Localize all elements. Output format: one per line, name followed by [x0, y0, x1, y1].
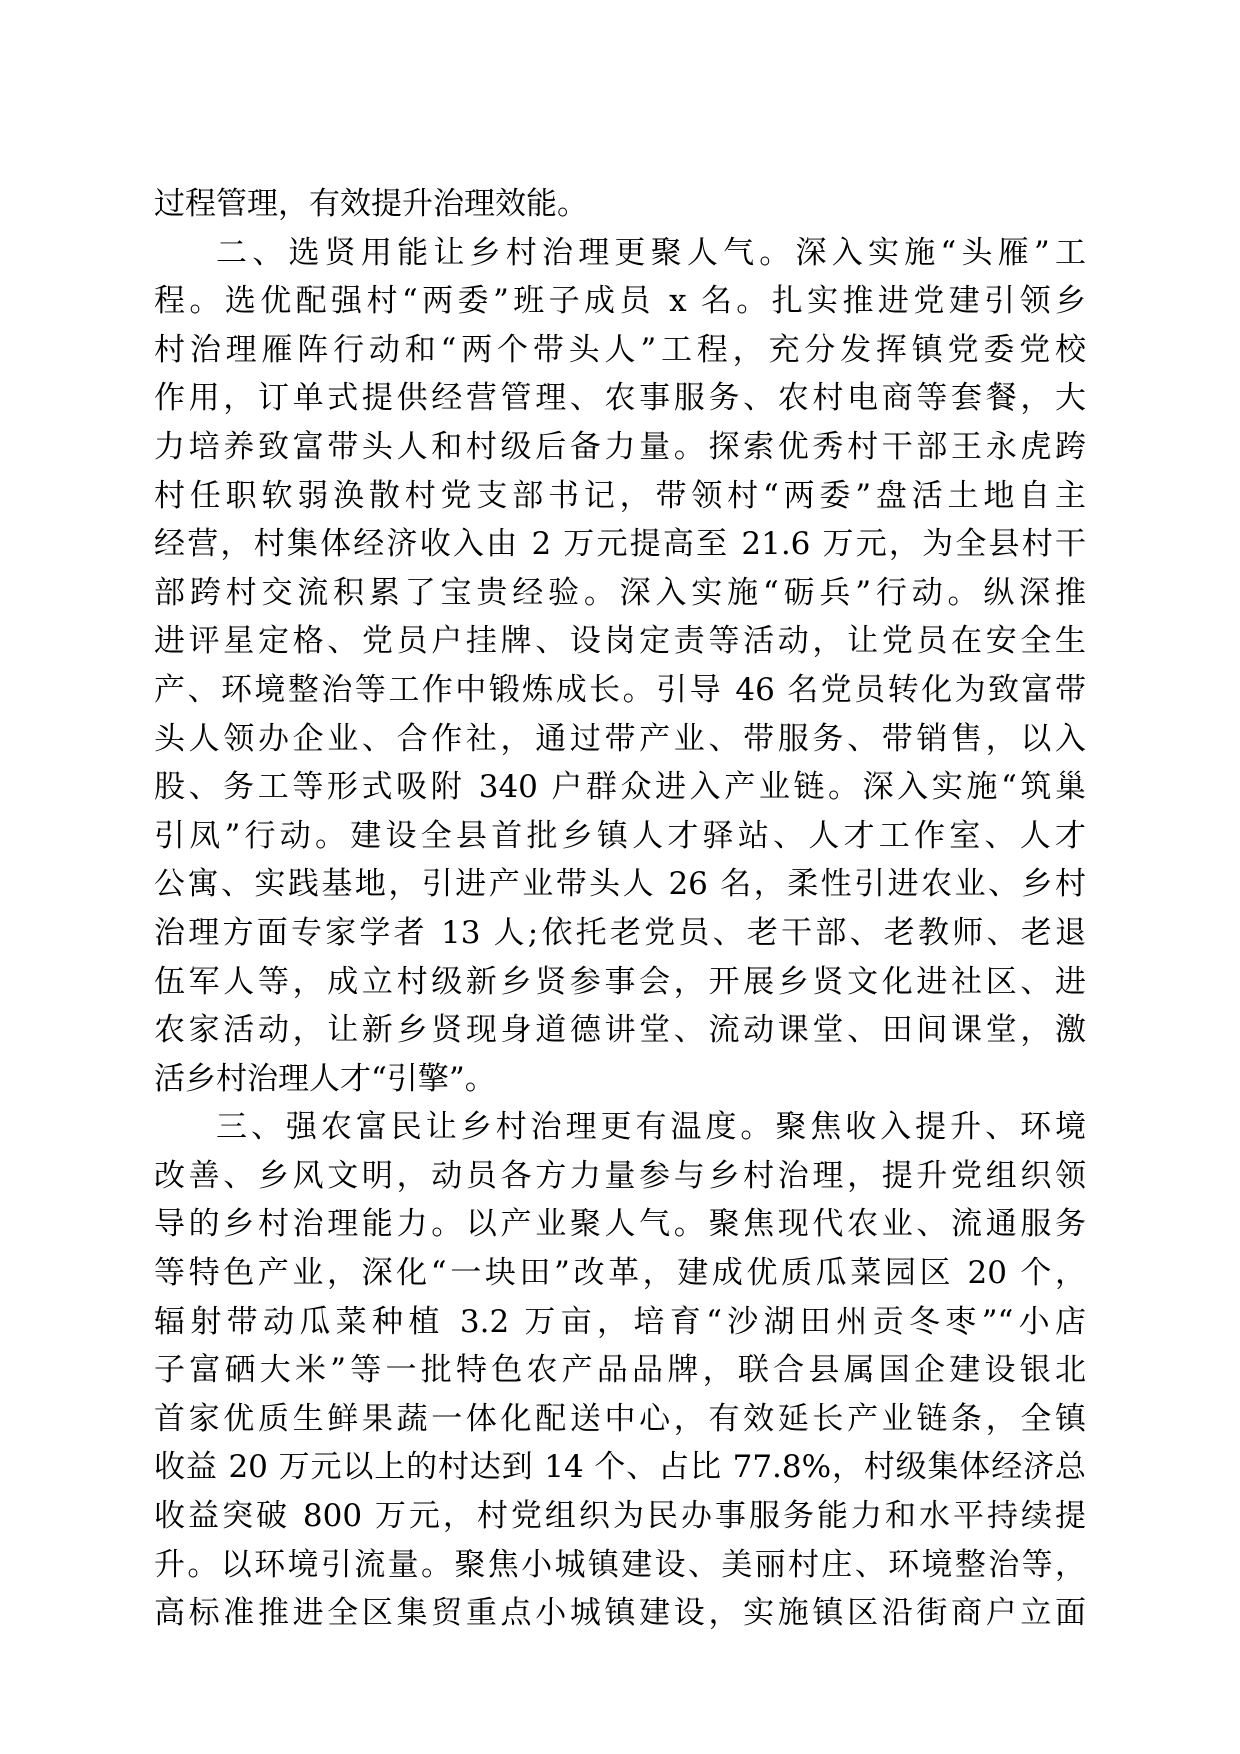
text-line: 股、务工等形式吸附 340 户群众进入产业链。深入实施“筑巢	[154, 769, 1086, 806]
text-line: 村治理雁阵行动和“两个带头人”工程，充分发挥镇党委党校	[154, 331, 1086, 368]
text-line: 辐射带动瓜菜种植 3.2 万亩，培育“沙湖田州贡冬枣”“小店	[154, 1303, 1086, 1340]
text-line: 升。以环境引流量。聚焦小城镇建设、美丽村庄、环境整治等，	[154, 1546, 1086, 1583]
text-line: 引凤”行动。建设全县首批乡镇人才驿站、人才工作室、人才	[154, 817, 1086, 854]
text-line: 公寓、实践基地，引进产业带头人 26 名，柔性引进农业、乡村	[154, 866, 1086, 903]
text-line: 力培养致富带头人和村级后备力量。探索优秀村干部王永虎跨	[154, 428, 1086, 465]
text-line: 高标准推进全区集贸重点小城镇建设，实施镇区沿街商户立面	[154, 1595, 1086, 1632]
text-line: 程。选优配强村“两委”班子成员 x 名。扎实推进党建引领乡	[154, 283, 1086, 320]
text-line: 部跨村交流积累了宝贵经验。深入实施“砺兵”行动。纵深推	[154, 574, 1086, 611]
text-line: 作用，订单式提供经营管理、农事服务、农村电商等套餐，大	[154, 380, 1086, 417]
text-line: 等特色产业，深化“一块田”改革，建成优质瓜菜园区 20 个，	[154, 1255, 1086, 1292]
text-line: 进评星定格、党员户挂牌、设岗定责等活动，让党员在安全生	[154, 623, 1086, 660]
text-line: 收益突破 800 万元，村党组织为民办事服务能力和水平持续提	[154, 1498, 1086, 1535]
text-line: 首家优质生鲜果蔬一体化配送中心，有效延长产业链条，全镇	[154, 1400, 1086, 1437]
text-line: 产、环境整治等工作中锻炼成长。引导 46 名党员转化为致富带	[154, 671, 1086, 708]
text-line: 改善、乡风文明，动员各方力量参与乡村治理，提升党组织领	[154, 1157, 1086, 1194]
text-line: 农家活动，让新乡贤现身道德讲堂、流动课堂、田间课堂，激	[154, 1012, 1086, 1049]
text-line: 经营，村集体经济收入由 2 万元提高至 21.6 万元，为全县村干	[154, 526, 1086, 563]
text-line: 导的乡村治理能力。以产业聚人气。聚焦现代农业、流通服务	[154, 1206, 1086, 1243]
text-line: 子富硒大米”等一批特色农产品品牌，联合县属国企建设银北	[154, 1352, 1086, 1389]
text-line: 收益 20 万元以上的村达到 14 个、占比 77.8%，村级集体经济总	[154, 1449, 1086, 1486]
paragraph-heading-line: 二、选贤用能让乡村治理更聚人气。深入实施“头雁”工	[216, 234, 1086, 271]
text-line: 头人领办企业、合作社，通过带产业、带服务、带销售，以入	[154, 720, 1086, 757]
paragraph-heading-line: 三、强农富民让乡村治理更有温度。聚焦收入提升、环境	[216, 1109, 1086, 1146]
body-text	[154, 180, 1086, 1638]
text-line: 治理方面专家学者 13 人;依托老党员、老干部、老教师、老退	[154, 914, 1086, 951]
text-line: 伍军人等，成立村级新乡贤参事会，开展乡贤文化进社区、进	[154, 963, 1086, 1000]
text-line: 过程管理，有效提升治理效能。	[154, 186, 588, 222]
text-line: 活乡村治理人才“引擎”。	[154, 1060, 496, 1097]
text-line: 村任职软弱涣散村党支部书记，带领村“两委”盘活土地自主	[154, 477, 1086, 514]
